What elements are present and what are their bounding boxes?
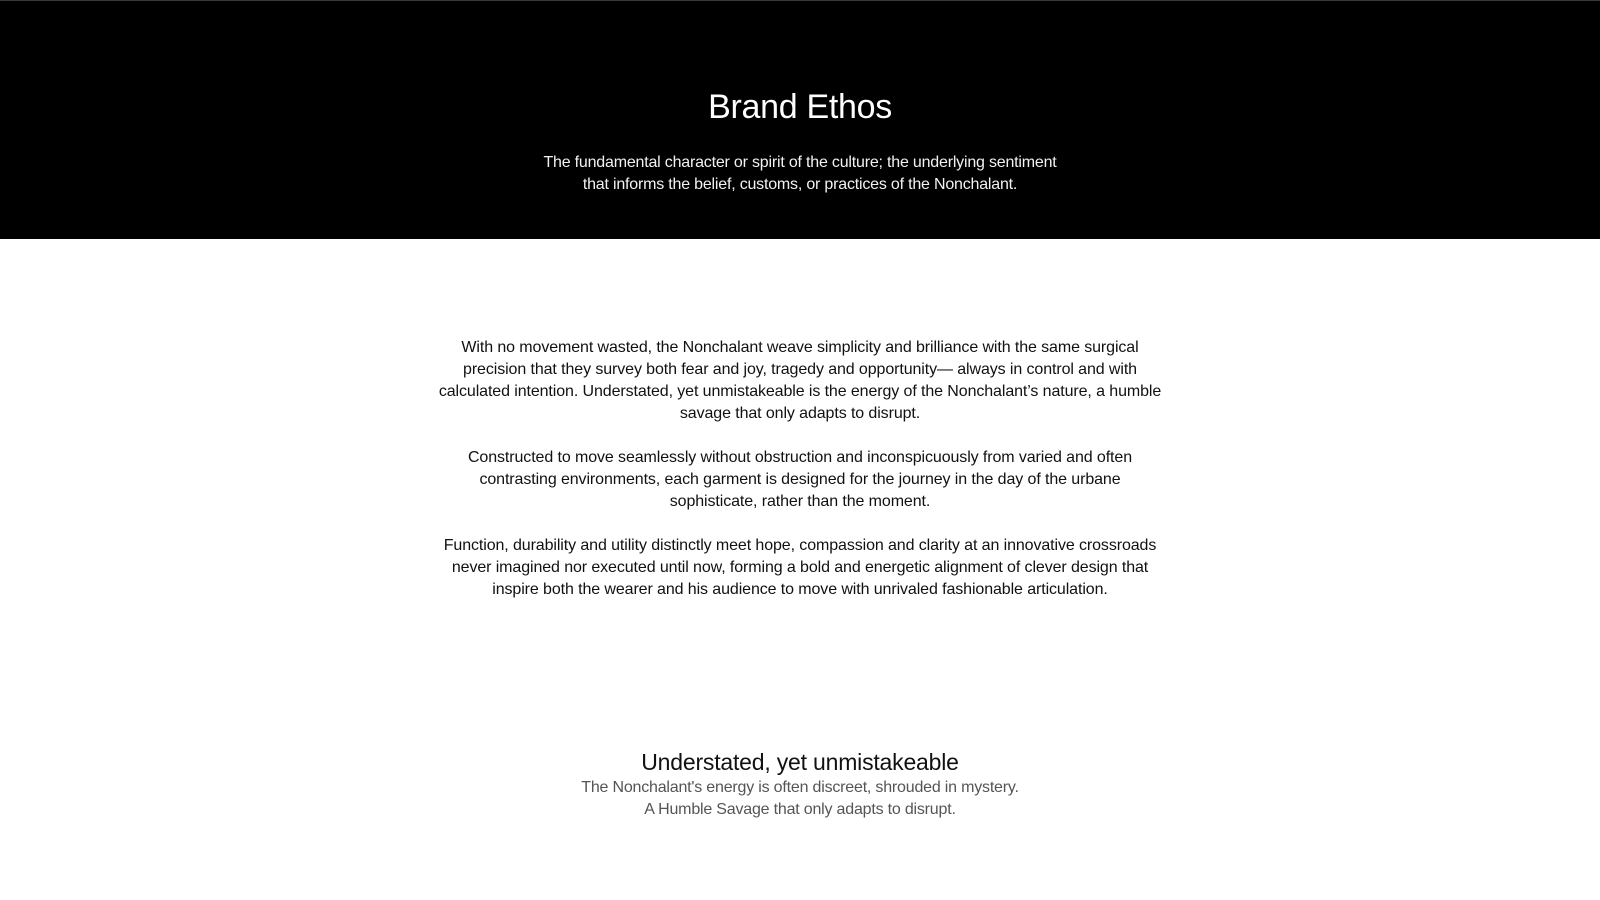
ethos-paragraph-2: Constructed to move seamlessly without obstruction and inconspicuously from varied and often contrasting environments, each garment is designed for the journey in the day of the urbane sophisticate, rather than the moment. — [467, 449, 1133, 510]
hero-subtitle-line-2: that informs the belief, customs, or practices of the Nonchalant. — [582, 176, 1018, 193]
tagline-line-1: The Nonchalant's energy is often discreet, shrouded in mystery. — [581, 779, 1019, 796]
tagline-section — [0, 747, 1600, 821]
hero-subtitle — [500, 152, 1100, 196]
ethos-paragraph-3: Function, durability and utility distinctly meet hope, compassion and clarity at an innovative crossroads never imagined nor executed until now, forming a bold and energetic alignment of clever design that inspire both the wearer and his audience to move with unrivaled fashionable articulation. — [443, 537, 1157, 598]
tagline-line-2: A Humble Savage that only adapts to disrupt. — [644, 801, 956, 818]
ethos-paragraph-1: With no movement wasted, the Nonchalant weave simplicity and brilliance with the same surgical precision that they survey both fear and joy, tragedy and opportunity— always in control and with calculated intention. Understated, yet unmistakeable is the energy of the Nonchalant’s nature, a humble savage that only adapts to disrupt. — [438, 339, 1162, 422]
tagline-title: Understated, yet unmistakeable — [641, 749, 959, 775]
hero-subtitle-line-1: The fundamental character or spirit of the culture; the underlying sentiment — [543, 154, 1057, 171]
hero-banner — [0, 0, 1600, 239]
page-title: Brand Ethos — [708, 88, 892, 126]
ethos-body — [435, 337, 1165, 623]
